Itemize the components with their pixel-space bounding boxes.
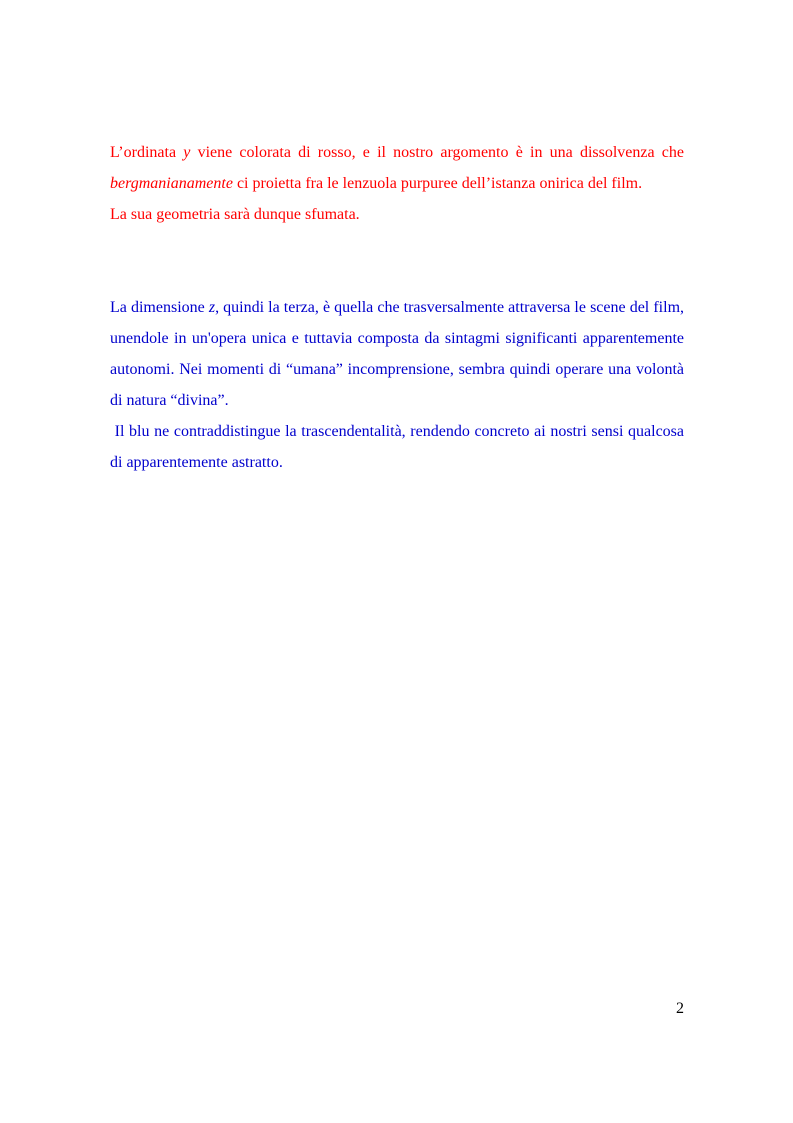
red-paragraph-sentence-2: La sua geometria sarà dunque sfumata.: [110, 206, 360, 223]
page-number: 2: [676, 1000, 684, 1017]
emphasis-bergmanianamente: bergmanianamente: [110, 175, 233, 192]
variable-z: z: [208, 299, 216, 316]
blue-text-segment: , quindi la terza, è quella che trasversalmente attraversa le scene del film, unendole in un'opera unica e tuttavia composta da sintagmi significanti apparentemente autonomi. Nei momenti di “umana” incomprensione, sembra quindi operare una volontà di natura “divina”.: [110, 299, 685, 409]
red-text-segment: L’ordinata: [110, 144, 184, 161]
blue-text-segment: La dimensione: [110, 299, 209, 316]
blue-paragraph: [110, 292, 689, 478]
red-paragraph-sentence-1: [110, 137, 684, 199]
red-text-segment: ci proietta fra le lenzuola purpuree dell’istanza onirica del film.: [232, 175, 643, 192]
red-text-segment: viene colorata di rosso, e il nostro argomento è in una dissolvenza che: [190, 144, 684, 161]
blue-paragraph-sentence-2: Il blu ne contraddistingue la trascendentalità, rendendo concreto ai nostri sensi qualcosa di apparentemente astratto.: [110, 423, 689, 471]
variable-y: y: [183, 144, 191, 161]
red-paragraph: [110, 137, 684, 230]
blue-paragraph-sentence-1: [110, 292, 684, 416]
